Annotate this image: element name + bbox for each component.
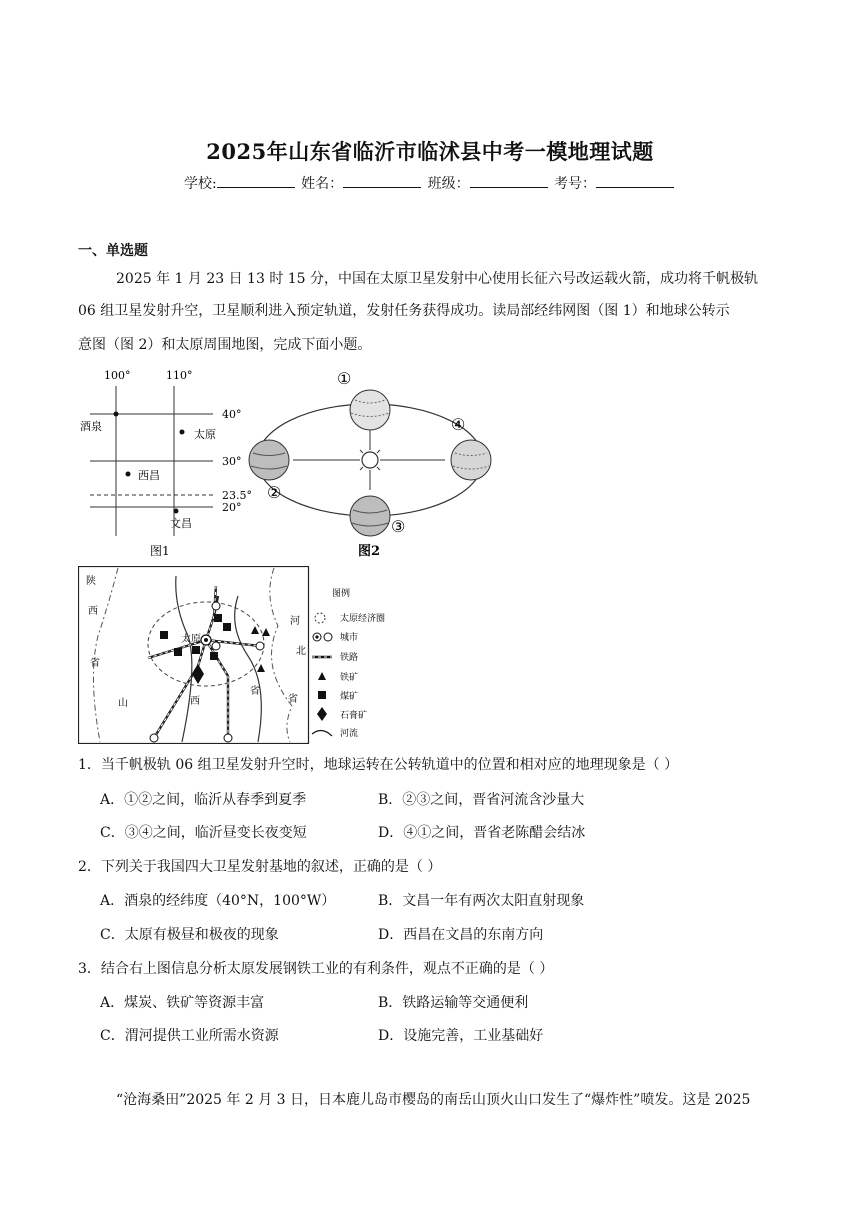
school-blank[interactable] — [217, 174, 295, 188]
class-blank[interactable] — [470, 174, 548, 188]
taiyuan-map — [78, 566, 398, 744]
q2-option-b[interactable]: B．文昌一年有两次太阳直射现象 — [378, 893, 585, 909]
svg-text:城市: 城市 — [340, 633, 359, 643]
name-blank[interactable] — [343, 174, 421, 188]
place-xichang: 西昌 — [138, 469, 160, 482]
lat-label-23-5: 23.5° — [222, 489, 252, 502]
question-3-stem: 3．结合右上图信息分析太原发展钢铁工业的有利条件，观点不正确的是（ ） — [78, 961, 554, 977]
q2-option-c[interactable]: C．太原有极昼和极夜的现象 — [100, 927, 279, 943]
place-wenchang: 文昌 — [170, 517, 192, 530]
q2-option-d[interactable]: D．西昌在文昌的东南方向 — [378, 927, 544, 943]
figure2-revolution — [245, 368, 510, 562]
svg-text:石膏矿: 石膏矿 — [340, 711, 368, 721]
svg-text:铁矿: 铁矿 — [340, 673, 359, 683]
class-label: 班级： — [427, 176, 470, 192]
lon-label-110: 110° — [166, 369, 193, 382]
figure1-caption: 图1 — [150, 544, 170, 558]
place-jiuquan: 酒泉 — [80, 420, 102, 433]
map-city-taiyuan: 太原 — [181, 634, 201, 645]
lon-label-100: 100° — [104, 369, 131, 382]
svg-text:省: 省 — [288, 694, 298, 705]
svg-text:西: 西 — [190, 696, 200, 707]
svg-text:陕: 陕 — [86, 576, 96, 587]
q1-option-b[interactable]: B．②③之间，晋省河流含沙量大 — [378, 792, 585, 808]
legend-title: 图例 — [332, 589, 351, 599]
q1-option-a[interactable]: A．①②之间，临沂从春季到夏季 — [100, 792, 307, 808]
exam-no-label: 考号： — [554, 176, 597, 192]
earth-position-1 — [350, 390, 390, 430]
exam-no-blank[interactable] — [596, 174, 674, 188]
q3-option-b[interactable]: B．铁路运输等交通便利 — [378, 995, 529, 1011]
earth-position-4 — [451, 440, 491, 480]
svg-text:省: 省 — [90, 658, 100, 669]
svg-text:省: 省 — [250, 686, 260, 697]
q3-option-d[interactable]: D．设施完善，工业基础好 — [378, 1028, 544, 1044]
q3-option-a[interactable]: A．煤炭、铁矿等资源丰富 — [100, 995, 265, 1011]
position-label-4: ④ — [451, 415, 466, 434]
taiyuan-dot — [180, 430, 185, 435]
place-taiyuan: 太原 — [194, 428, 216, 441]
earth-position-2 — [249, 440, 289, 480]
section-heading: 一、单选题 — [78, 243, 148, 259]
lat-label-30: 30° — [222, 455, 242, 468]
sun-icon — [362, 452, 378, 468]
svg-text:北: 北 — [296, 646, 306, 657]
position-label-3: ③ — [391, 517, 406, 536]
jiuquan-dot — [114, 412, 119, 417]
svg-text:西: 西 — [88, 606, 98, 617]
passage1-line3: 意图（图 2）和太原周围地图，完成下面小题。 — [78, 337, 372, 353]
question-2-stem: 2．下列关于我国四大卫星发射基地的叙述，正确的是（ ） — [78, 859, 442, 875]
svg-text:铁路: 铁路 — [340, 653, 359, 663]
passage2-line1: “沧海桑田”2025 年 2 月 3 日，日本鹿儿岛市樱岛的南岳山顶火山口发生了“爆炸性”喷发。这是 2025 — [116, 1092, 751, 1108]
svg-text:河流: 河流 — [340, 729, 359, 739]
xichang-dot — [126, 472, 131, 477]
name-label: 姓名： — [301, 176, 344, 192]
passage1-line2: 06 组卫星发射升空，卫星顺利进入预定轨道，发射任务获得成功。读局部经纬网图（图 1）和地球公转示 — [78, 303, 730, 319]
earth-position-3 — [350, 496, 390, 536]
svg-text:煤矿: 煤矿 — [340, 692, 359, 702]
passage1-line1: 2025 年 1 月 23 日 13 时 15 分，中国在太原卫星发射中心使用长征六号改运载火箭，成功将千帆极轨 — [116, 271, 759, 287]
question-1-stem: 1．当千帆极轨 06 组卫星发射升空时，地球运转在公转轨道中的位置和相对应的地理现象是（ ） — [78, 757, 679, 773]
q1-option-c[interactable]: C．③④之间，临沂昼变长夜变短 — [100, 825, 307, 841]
page-title: 2025年山东省临沂市临沭县中考一模地理试题 — [206, 139, 654, 164]
student-info-line — [0, 173, 860, 193]
position-label-1: ① — [337, 369, 352, 388]
svg-text:河: 河 — [290, 616, 300, 627]
figure1-graticule — [78, 366, 258, 560]
figure2-caption: 图2 — [358, 544, 381, 559]
position-label-2: ② — [267, 483, 282, 502]
school-label: 学校: — [183, 176, 217, 192]
svg-text:太原经济圈: 太原经济圈 — [340, 614, 386, 624]
wenchang-dot — [174, 509, 179, 514]
q1-option-d[interactable]: D．④①之间，晋省老陈醋会结冰 — [378, 825, 586, 841]
q2-option-a[interactable]: A．酒泉的经纬度（40°N，100°W） — [100, 893, 336, 909]
svg-text:山: 山 — [118, 698, 128, 709]
q3-option-c[interactable]: C．渭河提供工业所需水资源 — [100, 1028, 279, 1044]
lat-label-40: 40° — [222, 408, 242, 421]
lat-label-20: 20° — [222, 501, 242, 514]
